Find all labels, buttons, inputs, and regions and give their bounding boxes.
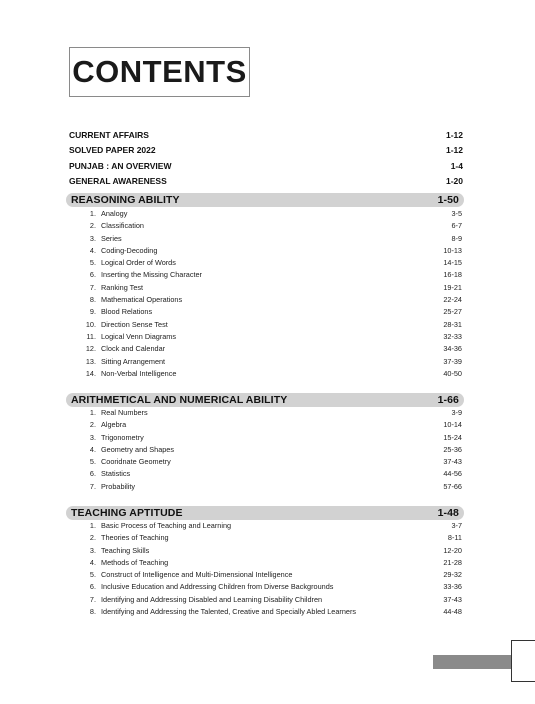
toc-item[interactable] [82,419,462,431]
item-label: Methods of Teaching [101,557,169,567]
section-items-reasoning [82,208,462,380]
toc-item[interactable] [82,594,462,606]
item-label: Classification [101,221,144,231]
item-pages: 37-43 [443,457,462,467]
item-number: 1. [89,209,96,218]
item-number: 1. [89,408,96,417]
item-number: 4. [89,444,96,454]
item-pages: 3-5 [451,209,462,218]
item-number: 4. [89,245,96,255]
item-label: Inclusive Education and Addressing Children from Diverse Backgrounds [101,582,334,592]
item-number: 2. [89,221,96,231]
item-label: Clock and Calendar [101,344,166,354]
item-pages: 15-24 [443,432,462,442]
item-label: Logical Venn Diagrams [101,331,177,341]
top-entry-pages: 1-12 [445,130,463,140]
item-number: 2. [89,533,96,543]
toc-item[interactable] [82,456,462,468]
toc-item[interactable] [82,245,462,257]
top-entry-pages: 1-20 [445,175,463,186]
item-number: 7. [89,594,96,604]
item-number: 6. [89,469,96,479]
item-pages: 28-31 [443,319,462,329]
item-number: 3. [89,233,96,243]
item-number: 6. [89,582,96,592]
item-label: Real Numbers [101,408,148,417]
item-pages: 44-56 [443,469,462,479]
item-label: Probability [101,481,136,491]
toc-item[interactable] [82,481,462,493]
item-label: Trigonometry [101,432,144,442]
item-label: Identifying and Addressing the Talented, Creative and Specially Abled Learners [101,607,357,617]
item-number: 5. [89,570,96,580]
section-title: ARITHMETICAL AND NUMERICAL ABILITY [71,394,288,406]
contents-title-box [69,47,250,97]
top-entry[interactable] [69,159,463,174]
item-pages: 37-43 [443,594,462,604]
item-label: Ranking Test [101,282,144,292]
toc-item[interactable] [82,444,462,456]
item-number: 3. [89,545,96,555]
toc-item[interactable] [82,331,462,343]
item-pages: 44-48 [443,607,462,617]
item-pages: 3-7 [451,521,462,530]
top-entry-label: PUNJAB : AN OVERVIEW [69,160,172,171]
item-label: Inserting the Missing Character [101,270,202,280]
item-pages: 14-15 [443,258,462,268]
item-label: Algebra [101,420,127,430]
item-pages: 40-50 [443,368,462,378]
toc-item[interactable] [82,532,462,544]
item-pages: 34-36 [443,344,462,354]
top-entry[interactable] [69,143,463,158]
toc-item[interactable] [82,407,462,419]
item-pages: 32-33 [443,331,462,341]
item-pages: 10-14 [443,420,462,430]
toc-item[interactable] [82,282,462,294]
item-pages: 12-20 [443,545,462,555]
section-header-reasoning[interactable] [66,193,464,207]
item-label: Construct of Intelligence and Multi-Dimensional Intelligence [101,570,293,580]
item-pages: 22-24 [443,295,462,305]
item-number: 11. [86,331,96,341]
item-number: 5. [89,258,96,268]
top-entries [69,128,463,189]
toc-item[interactable] [82,356,462,368]
toc-item[interactable] [82,233,462,245]
item-pages: 25-36 [443,444,462,454]
item-label: Coding-Decoding [101,245,158,255]
toc-item[interactable] [82,220,462,232]
section-pages: 1-66 [437,394,459,406]
item-pages: 29-32 [443,570,462,580]
item-pages: 37-39 [443,356,462,366]
toc-item[interactable] [82,520,462,532]
toc-item[interactable] [82,343,462,355]
item-number: 10. [85,319,96,329]
item-number: 2. [89,420,96,430]
item-label: Cooridnate Geometry [101,457,171,467]
section-items-teaching [82,520,462,618]
top-entry-label: GENERAL AWARENESS [69,175,167,186]
corner-decoration-box [511,640,535,682]
section-header-teaching[interactable] [66,506,464,520]
top-entry[interactable] [69,128,463,143]
top-entry-pages: 1-4 [450,160,463,171]
toc-item[interactable] [82,368,462,380]
top-entry-label: CURRENT AFFAIRS [69,130,149,140]
item-pages: 16-18 [443,270,462,280]
item-label: Theories of Teaching [101,533,169,543]
item-number: 3. [89,432,96,442]
toc-item[interactable] [82,294,462,306]
section-title: TEACHING APTITUDE [71,507,183,519]
item-number: 8. [89,607,96,617]
item-number: 1. [89,521,96,530]
corner-decoration-bar [433,655,511,669]
top-entry[interactable] [69,174,463,189]
top-entry-label: SOLVED PAPER 2022 [69,145,156,156]
item-pages: 3-9 [451,408,462,417]
item-number: 8. [89,295,96,305]
section-header-arithmetic[interactable] [66,393,464,407]
item-number: 4. [89,557,96,567]
toc-item[interactable] [82,269,462,281]
toc-item[interactable] [82,306,462,318]
item-pages: 6-7 [451,221,462,231]
toc-item[interactable] [82,557,462,569]
item-number: 9. [89,307,96,317]
item-label: Blood Relations [101,307,153,317]
item-pages: 10-13 [443,245,462,255]
item-pages: 8-11 [447,533,462,543]
section-items-arithmetic [82,407,462,493]
toc-item[interactable] [82,581,462,593]
item-label: Basic Process of Teaching and Learning [101,521,232,530]
item-pages: 57-66 [443,481,462,491]
toc-item[interactable] [82,432,462,444]
section-pages: 1-50 [437,194,459,206]
item-number: 5. [89,457,96,467]
item-label: Identifying and Addressing Disabled and Learning Disability Children [101,594,323,604]
item-label: Geometry and Shapes [101,444,175,454]
item-number: 7. [89,282,96,292]
item-pages: 8-9 [451,233,462,243]
toc-item[interactable] [82,569,462,581]
toc-item[interactable] [82,257,462,269]
top-entry-pages: 1-12 [445,145,463,156]
item-label: Logical Order of Words [101,258,176,268]
toc-item[interactable] [82,319,462,331]
item-pages: 19-21 [443,282,462,292]
item-pages: 25-27 [443,307,462,317]
item-pages: 21-28 [443,557,462,567]
section-pages: 1-48 [437,507,459,519]
toc-item[interactable] [82,208,462,220]
item-pages: 33-36 [443,582,462,592]
item-label: Analogy [101,209,128,218]
item-label: Direction Sense Test [101,319,168,329]
item-number: 7. [89,481,96,491]
item-label: Mathematical Operations [101,295,183,305]
item-label: Statistics [101,469,131,479]
item-label: Non-Verbal Intelligence [101,368,177,378]
section-title: REASONING ABILITY [71,194,180,206]
toc-item[interactable] [82,606,462,618]
item-label: Sitting Arrangement [101,356,166,366]
item-label: Series [101,233,122,243]
item-number: 14. [85,368,96,378]
item-label: Teaching Skills [101,545,150,555]
item-number: 6. [89,270,96,280]
toc-item[interactable] [82,545,462,557]
toc-item[interactable] [82,468,462,480]
item-number: 13. [85,356,96,366]
page-title: CONTENTS [72,54,247,89]
item-number: 12. [85,344,96,354]
